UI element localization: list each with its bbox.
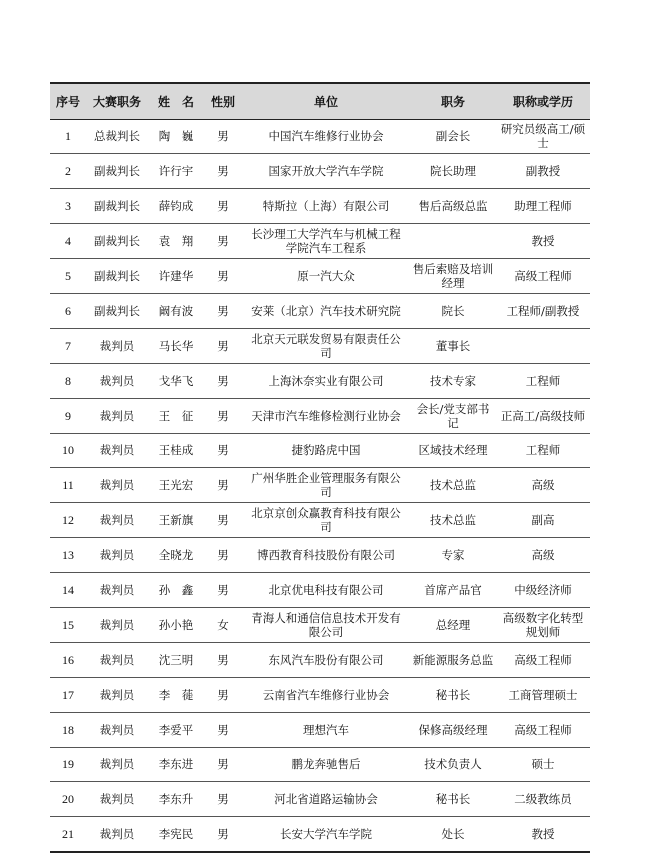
cell-unit: 捷豹路虎中国: [242, 433, 410, 468]
cell-name: 戈华飞: [148, 363, 204, 398]
cell-title: 高级工程师: [496, 712, 590, 747]
table-row: [50, 503, 590, 538]
cell-unit: 青海人和通信信息技术开发有限公司: [242, 607, 410, 642]
table-row: [50, 154, 590, 189]
cell-unit: 北京天元联发贸易有限责任公司: [242, 328, 410, 363]
cell-name: 李东进: [148, 747, 204, 782]
cell-name: 王桂成: [148, 433, 204, 468]
cell-title: 正高工/高级技师: [496, 398, 590, 433]
table-row: [50, 782, 590, 817]
cell-position: 区域技术经理: [410, 433, 496, 468]
table-row: [50, 363, 590, 398]
cell-title: 研究员级高工/硕士: [496, 119, 590, 154]
cell-sex: 男: [204, 747, 242, 782]
header-unit: 单位: [242, 83, 410, 119]
cell-name: 许建华: [148, 259, 204, 294]
cell-name: 李 蓰: [148, 677, 204, 712]
cell-name: 李东升: [148, 782, 204, 817]
cell-role: 裁判员: [86, 573, 148, 608]
cell-sex: 男: [204, 433, 242, 468]
cell-name: 王光宏: [148, 468, 204, 503]
cell-title: 高级: [496, 468, 590, 503]
cell-sex: 男: [204, 398, 242, 433]
cell-name: 孙小艳: [148, 607, 204, 642]
cell-no: 12: [50, 503, 86, 538]
header-title: 职称或学历: [496, 83, 590, 119]
cell-position: 售后索赔及培训经理: [410, 259, 496, 294]
cell-role: 总裁判长: [86, 119, 148, 154]
cell-sex: 男: [204, 119, 242, 154]
table-row: [50, 119, 590, 154]
cell-unit: 北京优电科技有限公司: [242, 573, 410, 608]
cell-name: 袁 翔: [148, 224, 204, 259]
cell-position: 院长: [410, 293, 496, 328]
cell-unit: 理想汽车: [242, 712, 410, 747]
cell-role: 副裁判长: [86, 224, 148, 259]
cell-no: 8: [50, 363, 86, 398]
cell-position: 秘书长: [410, 782, 496, 817]
cell-no: 9: [50, 398, 86, 433]
cell-unit: 安莱（北京）汽车技术研究院: [242, 293, 410, 328]
cell-position: 专家: [410, 538, 496, 573]
cell-sex: 男: [204, 782, 242, 817]
cell-unit: 云南省汽车维修行业协会: [242, 677, 410, 712]
cell-sex: 男: [204, 642, 242, 677]
cell-sex: 男: [204, 363, 242, 398]
cell-role: 副裁判长: [86, 189, 148, 224]
cell-position: 技术总监: [410, 503, 496, 538]
cell-unit: 长安大学汽车学院: [242, 817, 410, 852]
cell-position: 处长: [410, 817, 496, 852]
cell-title: 副教授: [496, 154, 590, 189]
table-row: [50, 189, 590, 224]
cell-sex: 男: [204, 538, 242, 573]
header-sex: 性别: [204, 83, 242, 119]
cell-position: 售后高级总监: [410, 189, 496, 224]
table-row: [50, 817, 590, 852]
cell-name: 李爱平: [148, 712, 204, 747]
cell-title: 教授: [496, 817, 590, 852]
cell-no: 13: [50, 538, 86, 573]
table-row: [50, 433, 590, 468]
cell-name: 全晓龙: [148, 538, 204, 573]
cell-role: 裁判员: [86, 468, 148, 503]
cell-title: [496, 328, 590, 363]
cell-position: 技术专家: [410, 363, 496, 398]
cell-unit: 天津市汽车维修检测行业协会: [242, 398, 410, 433]
cell-name: 王 征: [148, 398, 204, 433]
cell-position: 技术总监: [410, 468, 496, 503]
cell-title: 工商管理硕士: [496, 677, 590, 712]
table-row: [50, 712, 590, 747]
cell-no: 17: [50, 677, 86, 712]
cell-sex: 女: [204, 607, 242, 642]
cell-role: 裁判员: [86, 642, 148, 677]
table-row: [50, 224, 590, 259]
cell-title: 工程师: [496, 433, 590, 468]
cell-position: 总经理: [410, 607, 496, 642]
judges-table-container: [50, 82, 590, 853]
cell-position: 首席产品官: [410, 573, 496, 608]
cell-sex: 男: [204, 712, 242, 747]
cell-name: 阚有波: [148, 293, 204, 328]
cell-title: 教授: [496, 224, 590, 259]
cell-role: 裁判员: [86, 747, 148, 782]
cell-position: 新能源服务总监: [410, 642, 496, 677]
cell-no: 16: [50, 642, 86, 677]
cell-no: 14: [50, 573, 86, 608]
table-row: [50, 642, 590, 677]
cell-role: 副裁判长: [86, 293, 148, 328]
cell-sex: 男: [204, 189, 242, 224]
cell-sex: 男: [204, 293, 242, 328]
cell-unit: 长沙理工大学汽车与机械工程学院汽车工程系: [242, 224, 410, 259]
cell-role: 副裁判长: [86, 154, 148, 189]
header-no: 序号: [50, 83, 86, 119]
cell-sex: 男: [204, 328, 242, 363]
cell-title: 工程师/副教授: [496, 293, 590, 328]
cell-role: 裁判员: [86, 328, 148, 363]
cell-role: 裁判员: [86, 433, 148, 468]
cell-position: 副会长: [410, 119, 496, 154]
table-header-row: [50, 83, 590, 119]
cell-unit: 河北省道路运输协会: [242, 782, 410, 817]
cell-position: 技术负责人: [410, 747, 496, 782]
cell-unit: 博西教育科技股份有限公司: [242, 538, 410, 573]
cell-position: 院长助理: [410, 154, 496, 189]
table-row: [50, 398, 590, 433]
cell-name: 孙 鑫: [148, 573, 204, 608]
judges-table: [50, 82, 590, 853]
cell-name: 王新旗: [148, 503, 204, 538]
cell-role: 裁判员: [86, 398, 148, 433]
cell-title: 高级数字化转型规划师: [496, 607, 590, 642]
cell-title: 硕士: [496, 747, 590, 782]
cell-title: 二级教练员: [496, 782, 590, 817]
cell-sex: 男: [204, 573, 242, 608]
cell-role: 裁判员: [86, 677, 148, 712]
cell-no: 7: [50, 328, 86, 363]
table-row: [50, 259, 590, 294]
cell-position: 秘书长: [410, 677, 496, 712]
table-row: [50, 538, 590, 573]
cell-unit: 东风汽车股份有限公司: [242, 642, 410, 677]
table-body: [50, 119, 590, 852]
cell-position: [410, 224, 496, 259]
cell-position: 会长/党支部书记: [410, 398, 496, 433]
cell-no: 5: [50, 259, 86, 294]
cell-name: 许行宇: [148, 154, 204, 189]
cell-no: 1: [50, 119, 86, 154]
cell-role: 裁判员: [86, 363, 148, 398]
cell-no: 2: [50, 154, 86, 189]
cell-unit: 原一汽大众: [242, 259, 410, 294]
cell-unit: 中国汽车维修行业协会: [242, 119, 410, 154]
cell-role: 副裁判长: [86, 259, 148, 294]
cell-no: 19: [50, 747, 86, 782]
cell-no: 6: [50, 293, 86, 328]
cell-name: 薛钧成: [148, 189, 204, 224]
cell-unit: 广州华胜企业管理服务有限公司: [242, 468, 410, 503]
cell-sex: 男: [204, 817, 242, 852]
table-row: [50, 573, 590, 608]
cell-unit: 北京京创众赢教育科技有限公司: [242, 503, 410, 538]
cell-no: 10: [50, 433, 86, 468]
header-role: 大赛职务: [86, 83, 148, 119]
cell-role: 裁判员: [86, 538, 148, 573]
cell-no: 3: [50, 189, 86, 224]
cell-sex: 男: [204, 154, 242, 189]
cell-title: 高级工程师: [496, 642, 590, 677]
table-row: [50, 293, 590, 328]
cell-sex: 男: [204, 503, 242, 538]
table-row: [50, 747, 590, 782]
cell-position: 董事长: [410, 328, 496, 363]
cell-role: 裁判员: [86, 503, 148, 538]
cell-title: 高级工程师: [496, 259, 590, 294]
cell-unit: 特斯拉（上海）有限公司: [242, 189, 410, 224]
cell-title: 助理工程师: [496, 189, 590, 224]
cell-unit: 国家开放大学汽车学院: [242, 154, 410, 189]
cell-unit: 上海沐奈实业有限公司: [242, 363, 410, 398]
cell-unit: 鹏龙奔驰售后: [242, 747, 410, 782]
cell-name: 沈三明: [148, 642, 204, 677]
header-name: 姓 名: [148, 83, 204, 119]
cell-title: 中级经济师: [496, 573, 590, 608]
cell-no: 21: [50, 817, 86, 852]
cell-role: 裁判员: [86, 817, 148, 852]
cell-role: 裁判员: [86, 782, 148, 817]
cell-no: 4: [50, 224, 86, 259]
cell-title: 副高: [496, 503, 590, 538]
cell-role: 裁判员: [86, 607, 148, 642]
table-row: [50, 607, 590, 642]
table-row: [50, 468, 590, 503]
cell-sex: 男: [204, 224, 242, 259]
table-row: [50, 677, 590, 712]
cell-sex: 男: [204, 468, 242, 503]
cell-no: 18: [50, 712, 86, 747]
cell-sex: 男: [204, 677, 242, 712]
cell-no: 11: [50, 468, 86, 503]
cell-name: 马长华: [148, 328, 204, 363]
cell-position: 保修高级经理: [410, 712, 496, 747]
cell-name: 李宪民: [148, 817, 204, 852]
cell-sex: 男: [204, 259, 242, 294]
header-position: 职务: [410, 83, 496, 119]
cell-role: 裁判员: [86, 712, 148, 747]
cell-name: 陶 巍: [148, 119, 204, 154]
cell-title: 高级: [496, 538, 590, 573]
cell-no: 15: [50, 607, 86, 642]
table-row: [50, 328, 590, 363]
cell-title: 工程师: [496, 363, 590, 398]
cell-no: 20: [50, 782, 86, 817]
